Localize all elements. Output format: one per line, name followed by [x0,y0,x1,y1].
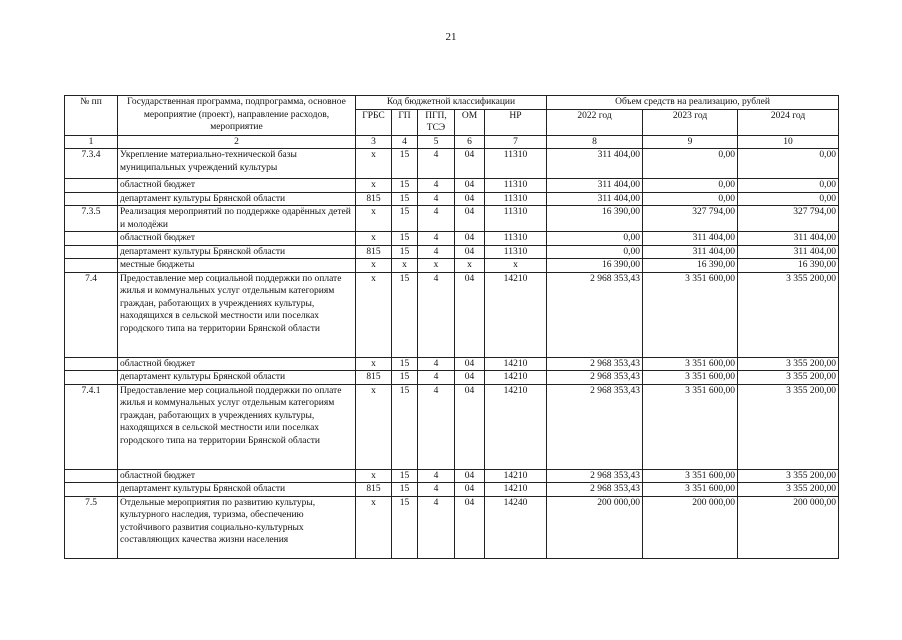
value-2023: 3 351 600,00 [643,272,738,357]
code-nr: 11310 [485,206,547,232]
table-row [65,149,839,179]
row-number [65,259,118,273]
row-name: департамент культуры Брянской области [118,483,356,497]
row-number [65,192,118,206]
code-pgp: 4 [418,272,455,357]
value-2023: 3 351 600,00 [643,357,738,371]
column-number-row [65,135,839,149]
col-number: 2 [118,135,356,149]
code-gp: 15 [392,149,418,179]
value-2024: 311 404,00 [738,245,839,259]
value-2022: 2 968 353,43 [547,469,643,483]
code-gp: 15 [392,384,418,469]
row-name: областной бюджет [118,179,356,193]
value-2024: 0,00 [738,149,839,179]
value-2023: 311 404,00 [643,245,738,259]
budget-table [64,95,839,559]
code-pgp: 4 [418,357,455,371]
code-grbs: 815 [356,192,392,206]
row-number: 7.4 [65,272,118,357]
code-grbs: х [356,232,392,246]
value-2023: 327 794,00 [643,206,738,232]
code-gp: 15 [392,245,418,259]
value-2022: 311 404,00 [547,179,643,193]
code-om: 04 [455,192,485,206]
code-nr: 14210 [485,357,547,371]
page-number: 21 [445,31,457,43]
value-2024: 16 390,00 [738,259,839,273]
col-number: 1 [65,135,118,149]
code-pgp: 4 [418,245,455,259]
code-grbs: 815 [356,483,392,497]
code-pgp: 4 [418,232,455,246]
code-om: 04 [455,483,485,497]
code-om: 04 [455,371,485,385]
code-gp: 15 [392,192,418,206]
col-number: 8 [547,135,643,149]
code-pgp: 4 [418,483,455,497]
value-2022: 0,00 [547,245,643,259]
code-pgp: 4 [418,496,455,558]
value-2023: 200 000,00 [643,496,738,558]
code-grbs: х [356,259,392,273]
row-number [65,245,118,259]
code-grbs: х [356,206,392,232]
row-number: 7.3.5 [65,206,118,232]
code-gp: 15 [392,357,418,371]
code-pgp: 4 [418,384,455,469]
col-number: 6 [455,135,485,149]
code-gp: х [392,259,418,273]
code-nr: 11310 [485,192,547,206]
code-pgp: 4 [418,371,455,385]
value-2022: 311 404,00 [547,149,643,179]
table-row [65,371,839,385]
header-num: № пп [65,96,118,136]
code-gp: 15 [392,469,418,483]
table-row [65,192,839,206]
value-2023: 3 351 600,00 [643,483,738,497]
value-2022: 200 000,00 [547,496,643,558]
code-om: 04 [455,206,485,232]
code-nr: 11310 [485,149,547,179]
code-nr: 14210 [485,469,547,483]
value-2023: 3 351 600,00 [643,371,738,385]
table-row [65,469,839,483]
row-number [65,371,118,385]
value-2024: 0,00 [738,192,839,206]
code-pgp: 4 [418,149,455,179]
table-row [65,483,839,497]
value-2023: 3 351 600,00 [643,384,738,469]
header-nr: НР [485,109,547,135]
header-year-2022: 2022 год [547,109,643,135]
table-row [65,232,839,246]
code-grbs: х [356,272,392,357]
row-name: областной бюджет [118,232,356,246]
header-code-group: Код бюджетной классификации [356,96,547,110]
row-number: 7.4.1 [65,384,118,469]
col-number: 5 [418,135,455,149]
code-om: 04 [455,469,485,483]
row-name: областной бюджет [118,357,356,371]
row-number [65,232,118,246]
row-name: областной бюджет [118,469,356,483]
value-2024: 0,00 [738,179,839,193]
row-number: 7.5 [65,496,118,558]
value-2024: 3 355 200,00 [738,371,839,385]
value-2023: 0,00 [643,192,738,206]
table-row [65,206,839,232]
row-name: департамент культуры Брянской области [118,371,356,385]
code-nr: 11310 [485,232,547,246]
col-number: 10 [738,135,839,149]
row-name: департамент культуры Брянской области [118,192,356,206]
code-nr: 14240 [485,496,547,558]
code-nr: 11310 [485,179,547,193]
table-row [65,384,839,469]
value-2024: 200 000,00 [738,496,839,558]
code-pgp: 4 [418,192,455,206]
value-2022: 311 404,00 [547,192,643,206]
code-grbs: х [356,496,392,558]
code-gp: 15 [392,483,418,497]
value-2024: 3 355 200,00 [738,483,839,497]
header-year-2023: 2023 год [643,109,738,135]
value-2024: 311 404,00 [738,232,839,246]
value-2022: 2 968 353,43 [547,272,643,357]
value-2024: 327 794,00 [738,206,839,232]
code-gp: 15 [392,206,418,232]
code-om: 04 [455,179,485,193]
code-om: 04 [455,149,485,179]
code-gp: 15 [392,496,418,558]
value-2024: 3 355 200,00 [738,469,839,483]
header-year-2024: 2024 год [738,109,839,135]
code-grbs: 815 [356,371,392,385]
code-gp: 15 [392,272,418,357]
header-program: Государственная программа, подпрограмма, основное мероприятие (проект), направление расходов, мероприятие [118,96,356,136]
value-2022: 2 968 353,43 [547,384,643,469]
code-grbs: х [356,357,392,371]
code-om: 04 [455,232,485,246]
row-number [65,469,118,483]
code-nr: х [485,259,547,273]
header-om: ОМ [455,109,485,135]
value-2022: 2 968 353,43 [547,483,643,497]
row-name: Предоставление мер социальной поддержки по оплате жилья и коммунальных услуг отдельным категориям граждан, работающих в учреждениях культуры, находящихся в сельской местности или поселках городского типа на территории Брянской области [118,272,356,357]
row-name: Укрепление материально-технической базы муниципальных учреждений культуры [118,149,356,179]
value-2023: 0,00 [643,149,738,179]
code-grbs: х [356,179,392,193]
code-om: 04 [455,245,485,259]
value-2022: 16 390,00 [547,259,643,273]
value-2022: 2 968 353,43 [547,357,643,371]
header-volume-group: Объем средств на реализацию, рублей [547,96,839,110]
row-name: Реализация мероприятий по поддержке одарённых детей и молодёжи [118,206,356,232]
code-om: 04 [455,272,485,357]
code-nr: 14210 [485,384,547,469]
code-pgp: 4 [418,469,455,483]
value-2022: 16 390,00 [547,206,643,232]
row-number [65,357,118,371]
row-name: Предоставление мер социальной поддержки по оплате жилья и коммунальных услуг отдельным категориям граждан, работающих в учреждениях культуры, находящихся в сельской местности или поселках городского типа на территории Брянской области [118,384,356,469]
code-gp: 15 [392,179,418,193]
code-om: 04 [455,384,485,469]
row-name: местные бюджеты [118,259,356,273]
value-2024: 3 355 200,00 [738,272,839,357]
code-pgp: х [418,259,455,273]
code-grbs: 815 [356,245,392,259]
code-pgp: 4 [418,179,455,193]
table-row [65,245,839,259]
table-row [65,179,839,193]
table-row [65,259,839,273]
row-name: департамент культуры Брянской области [118,245,356,259]
header-grbs: ГРБС [356,109,392,135]
row-name: Отдельные мероприятия по развитию культуры, культурного наследия, туризма, обеспечению устойчивого развития социально-культурных составляющих качества жизни населения [118,496,356,558]
code-om: 04 [455,357,485,371]
col-number: 9 [643,135,738,149]
code-grbs: х [356,149,392,179]
value-2023: 0,00 [643,179,738,193]
value-2022: 2 968 353,43 [547,371,643,385]
table-row [65,272,839,357]
value-2024: 3 355 200,00 [738,384,839,469]
value-2024: 3 355 200,00 [738,357,839,371]
row-number: 7.3.4 [65,149,118,179]
table-row [65,357,839,371]
value-2023: 311 404,00 [643,232,738,246]
col-number: 7 [485,135,547,149]
row-number [65,483,118,497]
value-2023: 3 351 600,00 [643,469,738,483]
code-nr: 14210 [485,272,547,357]
col-number: 3 [356,135,392,149]
code-grbs: х [356,384,392,469]
code-om: 04 [455,496,485,558]
header-gp: ГП [392,109,418,135]
code-gp: 15 [392,232,418,246]
header-pgp: ПГП, ТСЭ [418,109,455,135]
code-nr: 14210 [485,371,547,385]
code-gp: 15 [392,371,418,385]
value-2023: 16 390,00 [643,259,738,273]
col-number: 4 [392,135,418,149]
code-nr: 14210 [485,483,547,497]
code-nr: 11310 [485,245,547,259]
table-row [65,496,839,558]
code-pgp: 4 [418,206,455,232]
row-number [65,179,118,193]
value-2022: 0,00 [547,232,643,246]
code-om: х [455,259,485,273]
code-grbs: х [356,469,392,483]
